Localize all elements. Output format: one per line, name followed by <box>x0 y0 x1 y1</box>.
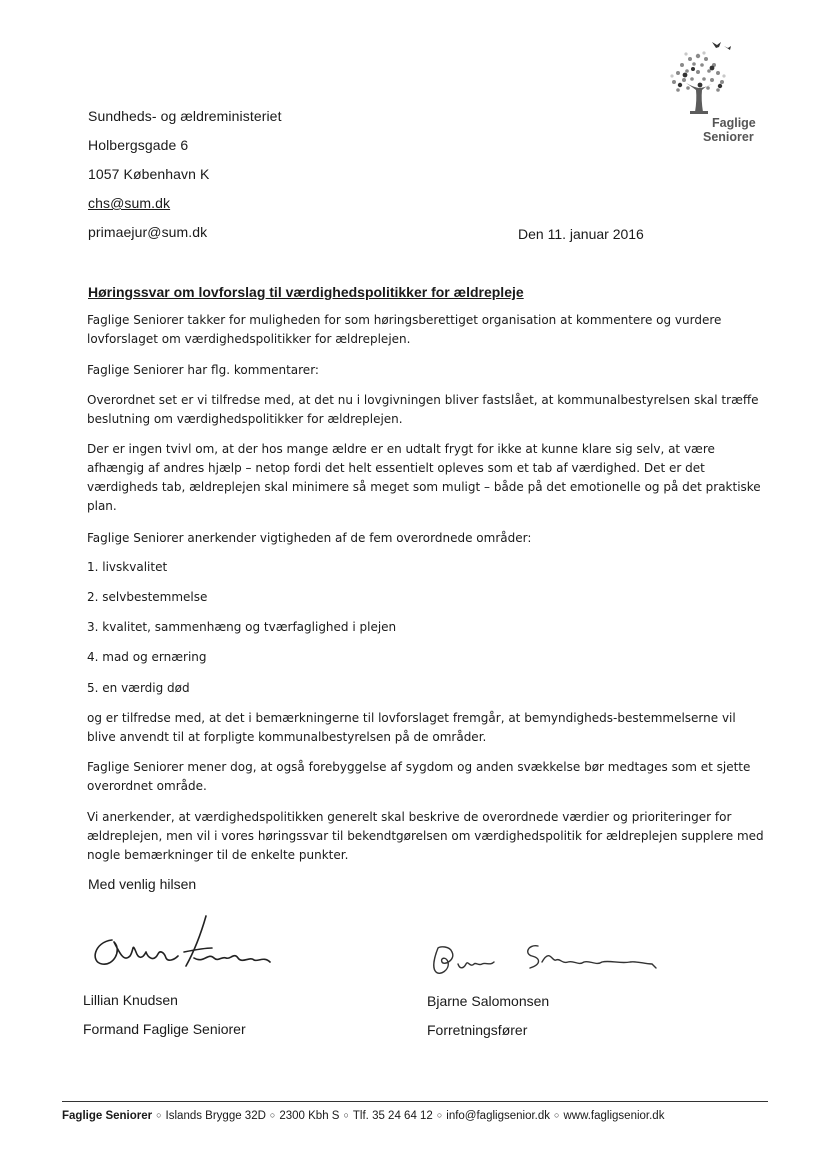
tree-icon <box>660 38 738 118</box>
signer-right-title: Forretningsfører <box>427 1022 528 1038</box>
paragraph-7: Faglige Seniorer mener dog, at også forebyggelse af sygdom og anden svækkelse bør medtages som et sjette overordnet område. <box>87 760 751 793</box>
signer-right-name: Bjarne Salomonsen <box>427 993 550 1009</box>
recipient-email-2: primaejur@sum.dk <box>88 224 208 240</box>
signature-right <box>430 934 670 984</box>
footer-address: Islands Brygge 32D <box>165 1110 266 1122</box>
footer-phone: Tlf. 35 24 64 12 <box>352 1110 433 1122</box>
paragraph-5: Faglige Seniorer anerkender vigtigheden af de fem overordnede områder: <box>87 531 532 545</box>
separator-icon: ○ <box>269 1110 276 1120</box>
paragraph-3: Overordnet set er vi tilfredse med, at det nu i lovgivningen bliver fastslået, at kommunalbestyrelsen skal træffe beslutning om værdighedspolitikker for ældreplejen. <box>87 393 759 426</box>
signature-left <box>84 912 284 982</box>
paragraph-2: Faglige Seniorer har flg. kommentarer: <box>87 363 319 377</box>
footer-org: Faglige Seniorer <box>62 1110 153 1122</box>
footer-divider <box>62 1101 768 1102</box>
logo-brand-2: Seniorer <box>703 130 754 144</box>
paragraph-6: og er tilfredse med, at det i bemærkningerne til lovforslaget fremgår, at bemyndigheds-bestemmelserne vil blive anvendt til at forpligte kommunalbestyrelsen på de områder. <box>87 711 736 744</box>
list-item: 3. kvalitet, sammenhæng og tværfaglighed i plejen <box>87 620 397 634</box>
letter-subject: Høringssvar om lovforslag til værdighedspolitikker for ældrepleje <box>88 284 524 300</box>
recipient-name: Sundheds- og ældreministeriet <box>88 108 282 124</box>
signer-left-name: Lillian Knudsen <box>83 992 178 1008</box>
recipient-email-link[interactable]: chs@sum.dk <box>88 195 171 211</box>
paragraph-8: Vi anerkender, at værdighedspolitikken generelt skal beskrive de overordnede værdier og prioriteringer for ældreplejen, men vil i vores høringssvar til bekendtgørelsen om værdighedspolitik for ældreplejen supplere med nogle bemærkninger til de enkelte punkter. <box>87 810 764 862</box>
separator-icon: ○ <box>343 1110 349 1120</box>
paragraph-1: Faglige Seniorer takker for muligheden for som høringsberettiget organisation at kommentere og vurdere lovforslaget om værdighedspolitikker for ældreplejen. <box>87 313 722 346</box>
footer-email-link[interactable]: info@fagligsenior.dk <box>446 1110 551 1122</box>
letter-date: Den 11. januar 2016 <box>518 226 644 242</box>
separator-icon: ○ <box>554 1110 560 1120</box>
separator-icon: ○ <box>436 1110 443 1120</box>
paragraph-4: Der er ingen tvivl om, at der hos mange ældre er en udtalt frygt for ikke at kunne klare sig selv, at være afhængig af andres hjælp – netop fordi det helt essentielt opleves som et tab af værdighed. Det er det værdigheds tab, ældreplejen skal minimere så meget som muligt – både på det emotionelle og på det praktiske plan. <box>87 442 761 513</box>
recipient-street: Holbergsgade 6 <box>88 137 189 153</box>
footer <box>62 1110 768 1122</box>
footer-web-link[interactable]: www.fagligsenior.dk <box>563 1110 665 1122</box>
list-item: 5. en værdig død <box>87 681 190 695</box>
list-item: 4. mad og ernæring <box>87 650 207 664</box>
greeting: Med venlig hilsen <box>88 876 197 892</box>
list-item: 2. selvbestemmelse <box>87 590 208 604</box>
separator-icon: ○ <box>156 1110 162 1120</box>
list-item: 1. livskvalitet <box>87 560 168 574</box>
signer-left-title: Formand Faglige Seniorer <box>83 1021 246 1037</box>
recipient-city: 1057 København K <box>88 166 210 182</box>
logo <box>660 38 780 148</box>
footer-city: 2300 Kbh S <box>279 1110 340 1122</box>
logo-brand: Faglige <box>712 116 756 130</box>
